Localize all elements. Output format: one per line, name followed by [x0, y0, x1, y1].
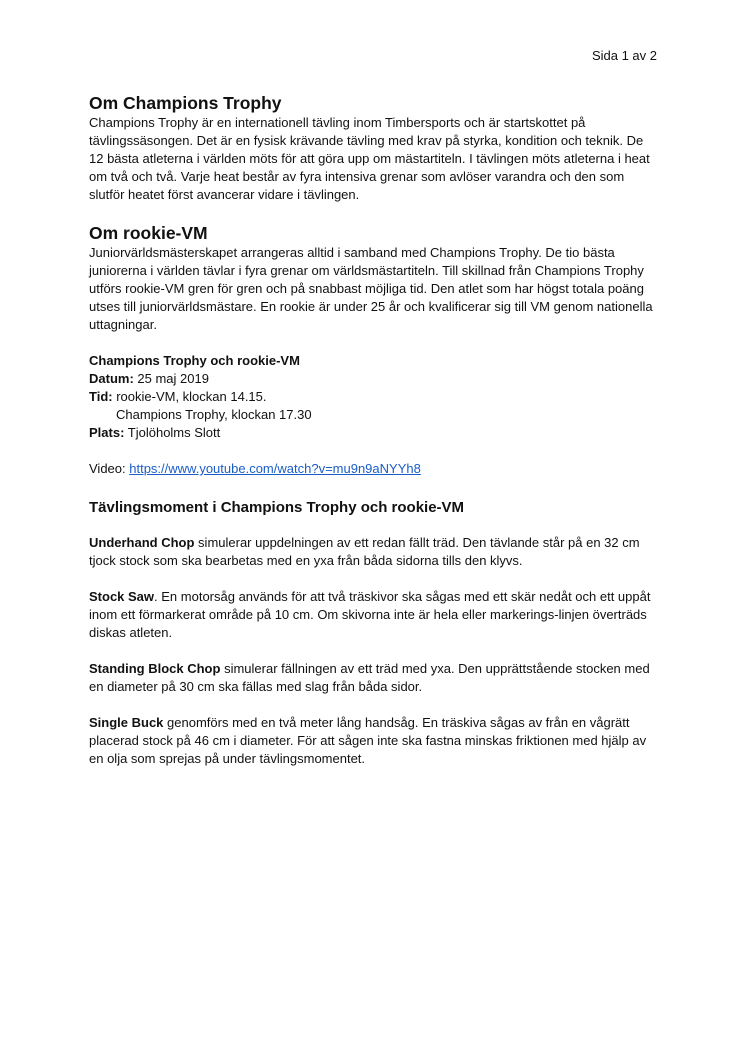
document-body: [89, 92, 659, 768]
place-value: Tjolöholms Slott: [124, 425, 221, 440]
discipline-name: Underhand Chop: [89, 535, 195, 550]
event-info-block: [89, 352, 659, 442]
date-value: 25 maj 2019: [133, 371, 209, 386]
discipline-name: Stock Saw: [89, 589, 155, 604]
event-time-ct: Champions Trophy, klockan 17.30: [116, 407, 312, 422]
discipline-name: Single Buck: [89, 715, 164, 730]
disciplines-heading: Tävlingsmoment i Champions Trophy och rookie-VM: [89, 499, 465, 516]
discipline-standing-block-chop: Standing Block Chop simulerar fällningen av ett träd med yxa. Den upprättstående stocken med en diameter på 30 cm ska fällas med slag från båda sidor.: [89, 661, 650, 694]
page-number: Sida 1 av 2: [591, 48, 657, 63]
time-label: Tid:: [89, 389, 113, 404]
time-value-rookie: rookie-VM, klockan 14.15.: [112, 389, 267, 404]
paragraph-champions-trophy: Champions Trophy är en internationell tävling inom Timbersports och är startskottet på tävlingssäsongen. Det är en fysisk krävande tävling med krav på styrka, kondition och teknik. De 12 bästa atleterna i världen möts för att göra upp om mästartiteln. I tävlingen möts atleterna i heat om två och två. Varje heat består av fyra intensiva grenar som avlöser varandra och den som slutför heatet först avancerar vidare i tävlingen.: [89, 115, 650, 202]
discipline-single-buck: Single Buck genomförs med en två meter lång handsåg. En träskiva sågas av från en vågrätt placerad stock på 46 cm i diameter. För att sågen inte ska fastna minskas friktionen med hjälp av en olja som sprejas på under tävlingsmomentet.: [89, 715, 647, 766]
video-label: Video:: [89, 461, 130, 476]
date-label: Datum:: [89, 371, 134, 386]
event-date: [89, 370, 659, 388]
heading-rookie-vm: Om rookie-VM: [89, 223, 208, 243]
discipline-name: Standing Block Chop: [89, 661, 221, 676]
video-line: [89, 460, 659, 478]
place-label: Plats:: [89, 425, 125, 440]
event-time: [89, 388, 659, 406]
discipline-stock-saw: Stock Saw. En motorsåg används för att två träskivor ska sågas med ett skär nedåt och ett uppåt inom ett förmarkerat område på 10 cm. Om skivorna inte är hela eller markerings-linjen överträds diskas atleten.: [89, 589, 651, 640]
event-place: [89, 424, 659, 442]
video-link[interactable]: https://www.youtube.com/watch?v=mu9n9aNYYh8: [129, 461, 421, 476]
discipline-underhand-chop: Underhand Chop simulerar uppdelningen av ett redan fällt träd. Den tävlande står på en 32 cm tjock stock som ska bearbetas med en yxa från båda sidorna tills den klyvs.: [89, 535, 640, 568]
paragraph-rookie-vm: Juniorvärldsmästerskapet arrangeras alltid i samband med Champions Trophy. De tio bästa juniorerna i världen tävlar i fyra grenar om världsmästartiteln. Till skillnad från Champions Trophy utförs rookie-VM gren för gren och på snabbast möjliga tid. Den atlet som har högst totala poäng utses till juniorvärldsmästare. En rookie är under 25 år och kvalificerar sig till VM genom nationella uttagningar.: [89, 245, 653, 332]
heading-champions-trophy: Om Champions Trophy: [89, 93, 282, 113]
event-info-title: Champions Trophy och rookie-VM: [89, 353, 300, 368]
